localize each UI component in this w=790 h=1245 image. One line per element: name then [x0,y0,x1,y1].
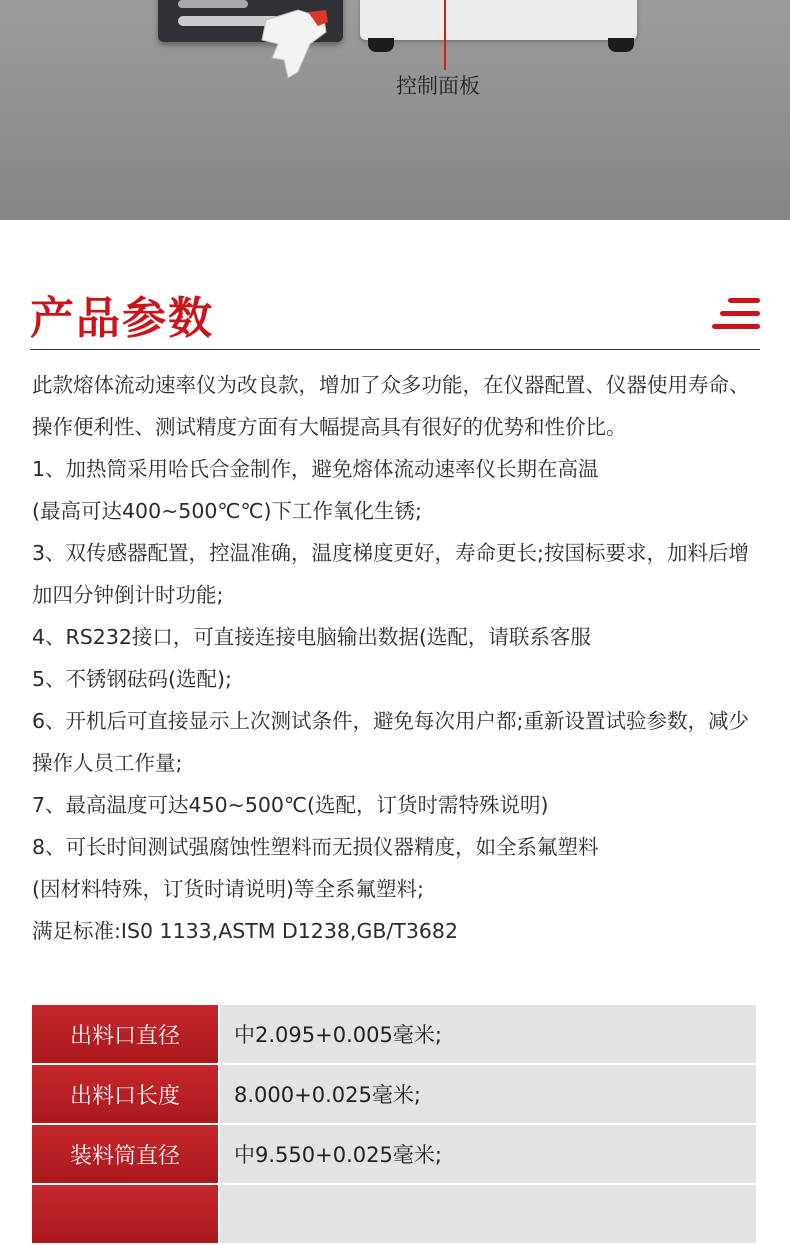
param-value [220,1185,756,1243]
instrument-foot [608,38,634,52]
param-name [32,1185,218,1243]
feature-line: 8、可长时间测试强腐蚀性塑料而无损仪器精度，如全系氟塑料 [32,835,599,859]
feature-line: 4、RS232接口，可直接连接电脑输出数据(选配，请联系客服 [32,625,591,649]
param-name: 出料口直径 [32,1005,218,1063]
menu-lines-icon [710,297,762,331]
param-value: 8.000+0.025毫米; [220,1065,756,1123]
param-value: 中2.095+0.005毫米; [220,1005,756,1063]
feature-line: 5、不锈钢砝码(选配); [32,667,232,691]
title-divider [30,349,760,350]
instrument-body-image [360,0,637,40]
product-photo [0,0,790,220]
table-row [32,1065,756,1123]
feature-line: (因材料特殊，订货时请说明)等全系氟塑料; [32,877,424,901]
table-row-partial [32,1185,756,1243]
callout-line [444,0,446,70]
tool-rod [178,0,248,8]
standards-line: 满足标准:IS0 1133,ASTM D1238,GB/T3682 [32,919,458,943]
glove-image [258,0,330,80]
table-row [32,1125,756,1183]
feature-line: (最高可达400~500℃℃)下工作氧化生锈; [32,499,422,523]
feature-line: 6、开机后可直接显示上次测试条件，避免每次用户都;重新设置试验参数，减少操作人员工作量; [32,709,749,775]
feature-line: 1、加热筒采用哈氏合金制作，避免熔体流动速率仪长期在高温 [32,457,599,481]
feature-line: 3、双传感器配置，控温准确，温度梯度更好，寿命更长;按国标要求，加料后增加四分钟倒计时功能; [32,541,749,607]
parameter-table [32,1005,756,1245]
table-row [32,1005,756,1063]
control-panel-label: 控制面板 [396,74,480,98]
intro-paragraph: 此款熔体流动速率仪为改良款，增加了众多功能，在仪器配置、仪器使用寿命、操作便利性、测试精度方面有大幅提高具有很好的优势和性价比。 [32,373,750,439]
product-description [32,364,768,952]
param-name: 出料口长度 [32,1065,218,1123]
section-title: 产品参数 [30,293,214,344]
param-value: 中9.550+0.025毫米; [220,1125,756,1183]
feature-line: 7、最高温度可达450~500℃(选配，订货时需特殊说明) [32,793,549,817]
instrument-foot [368,38,394,52]
param-name: 装料筒直径 [32,1125,218,1183]
